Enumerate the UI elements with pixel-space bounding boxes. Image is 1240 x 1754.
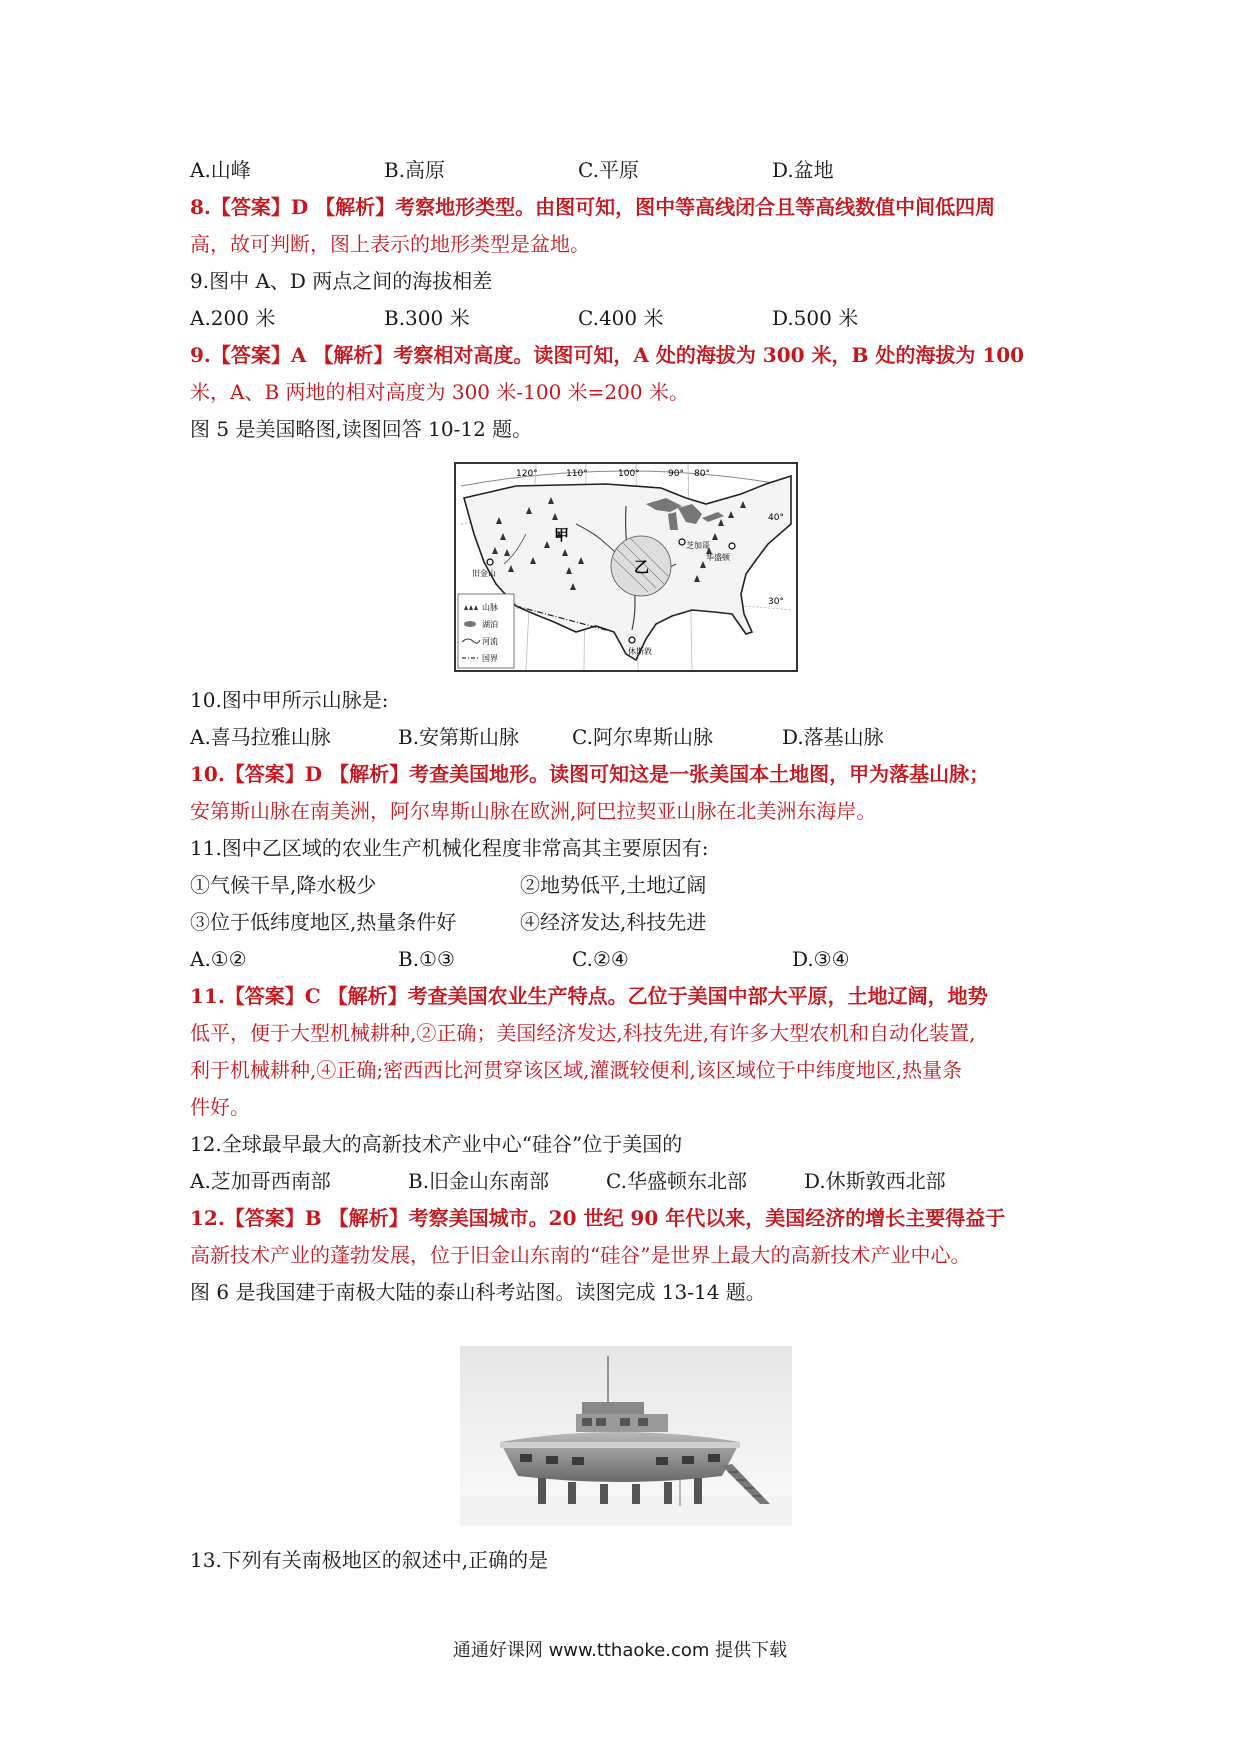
legend-river: 河流 [482,637,498,646]
q11-answer-line3: 利于机械耕种,④正确;密西西比河贯穿该区域,灌溉较便利,该区域位于中纬度地区,热量条 [190,1058,963,1082]
q8-option-c: C.平原 [578,158,639,182]
q9-option-a: A.200 米 [190,306,276,330]
q10-question: 10.图中甲所示山脉是: [190,688,389,712]
legend-mountain: 山脉 [482,603,498,612]
q12-option-b: B.旧金山东南部 [408,1169,550,1193]
q11-option-d: D.③④ [792,947,850,971]
q11-option-c: C.②④ [572,947,629,971]
q12-answer-line1: 12.【答案】B 【解析】考察美国城市。20 世纪 90 年代以来，美国经济的增长主要得益于 [190,1206,1006,1230]
q12-option-a: A.芝加哥西南部 [190,1169,331,1193]
page-footer: 通通好课网 www.tthaoke.com 提供下载 [452,1640,788,1661]
q11-option-a: A.①② [190,947,247,971]
q11-item-2: ②地势低平,土地辽阔 [520,873,707,897]
q9-option-d: D.500 米 [772,306,859,330]
lat-label-30: 30° [768,597,784,607]
lon-label-80: 80° [694,469,710,479]
q12-option-c: C.华盛顿东北部 [606,1169,747,1193]
q11-answer-line2: 低平，便于大型机械耕种,②正确；美国经济发达,科技先进,有许多大型农机和自动化装置, [190,1021,976,1045]
q12-option-d: D.休斯敦西北部 [804,1169,946,1193]
q11-question: 11.图中乙区域的农业生产机械化程度非常高其主要原因有: [190,836,709,860]
q10-option-d: D.落基山脉 [782,725,884,749]
legend-lake: 湖泊 [482,620,498,629]
city-san-francisco: 旧金山 [472,569,496,578]
lon-label-120: 120° [516,469,538,479]
q11-option-b: B.①③ [398,947,455,971]
station-photo-svg [460,1346,792,1526]
lon-label-90: 90° [668,469,684,479]
q10-option-b: B.安第斯山脉 [398,725,520,749]
q11-answer-line4: 件好。 [190,1095,250,1119]
lon-label-100: 100° [618,469,640,479]
city-chicago: 芝加哥 [686,541,710,550]
region-jia-label: 甲 [554,526,570,544]
q10-answer-line1: 10.【答案】D 【解析】考查美国地形。读图可知这是一张美国本土地图，甲为落基山脉； [190,762,990,786]
q11-item-4: ④经济发达,科技先进 [520,910,707,934]
q10-option-a: A.喜马拉雅山脉 [190,725,331,749]
q8-option-b: B.高原 [384,158,446,182]
fig5-intro: 图 5 是美国略图,读图回答 10-12 题。 [190,417,533,441]
q9-question: 9.图中 A、D 两点之间的海拔相差 [190,269,493,293]
taishan-station-photo [460,1346,792,1526]
lon-label-110: 110° [566,469,588,479]
city-houston: 休斯敦 [628,647,652,656]
q11-answer-line1: 11.【答案】C 【解析】考查美国农业生产特点。乙位于美国中部大平原，土地辽阔，地势 [190,984,988,1008]
q9-answer-line2: 米，A、B 两地的相对高度为 300 米-100 米=200 米。 [190,380,689,404]
city-washington: 华盛顿 [706,553,730,562]
q10-option-c: C.阿尔卑斯山脉 [572,725,713,749]
lat-label-40: 40° [768,513,784,523]
usa-map-svg [456,464,796,670]
q8-option-a: A.山峰 [190,158,251,182]
q9-option-b: B.300 米 [384,306,470,330]
q8-answer-line1: 8.【答案】D 【解析】考察地形类型。由图可知，图中等高线闭合且等高线数值中间低四周 [190,195,996,219]
q11-item-3: ③位于低纬度地区,热量条件好 [190,910,457,934]
fig6-intro: 图 6 是我国建于南极大陆的泰山科考站图。读图完成 13-14 题。 [190,1280,766,1304]
legend-border: 国界 [482,654,498,663]
usa-map-figure [454,462,798,672]
q12-question: 12.全球最早最大的高新技术产业中心“硅谷”位于美国的 [190,1132,683,1156]
q8-answer-line2: 高，故可判断，图上表示的地形类型是盆地。 [190,232,590,256]
q9-answer-line1: 9.【答案】A 【解析】考察相对高度。读图可知，A 处的海拔为 300 米，B 处的海拔为 100 [190,343,1025,367]
q8-option-d: D.盆地 [772,158,834,182]
q11-item-1: ①气候干旱,降水极少 [190,873,377,897]
q12-answer-line2: 高新技术产业的蓬勃发展，位于旧金山东南的“硅谷”是世界上最大的高新技术产业中心。 [190,1243,971,1267]
q13-question: 13.下列有关南极地区的叙述中,正确的是 [190,1548,549,1572]
q9-option-c: C.400 米 [578,306,664,330]
q10-answer-line2: 安第斯山脉在南美洲，阿尔卑斯山脉在欧洲,阿巴拉契亚山脉在北美洲东海岸。 [190,799,877,823]
region-yi-label: 乙 [634,558,650,576]
